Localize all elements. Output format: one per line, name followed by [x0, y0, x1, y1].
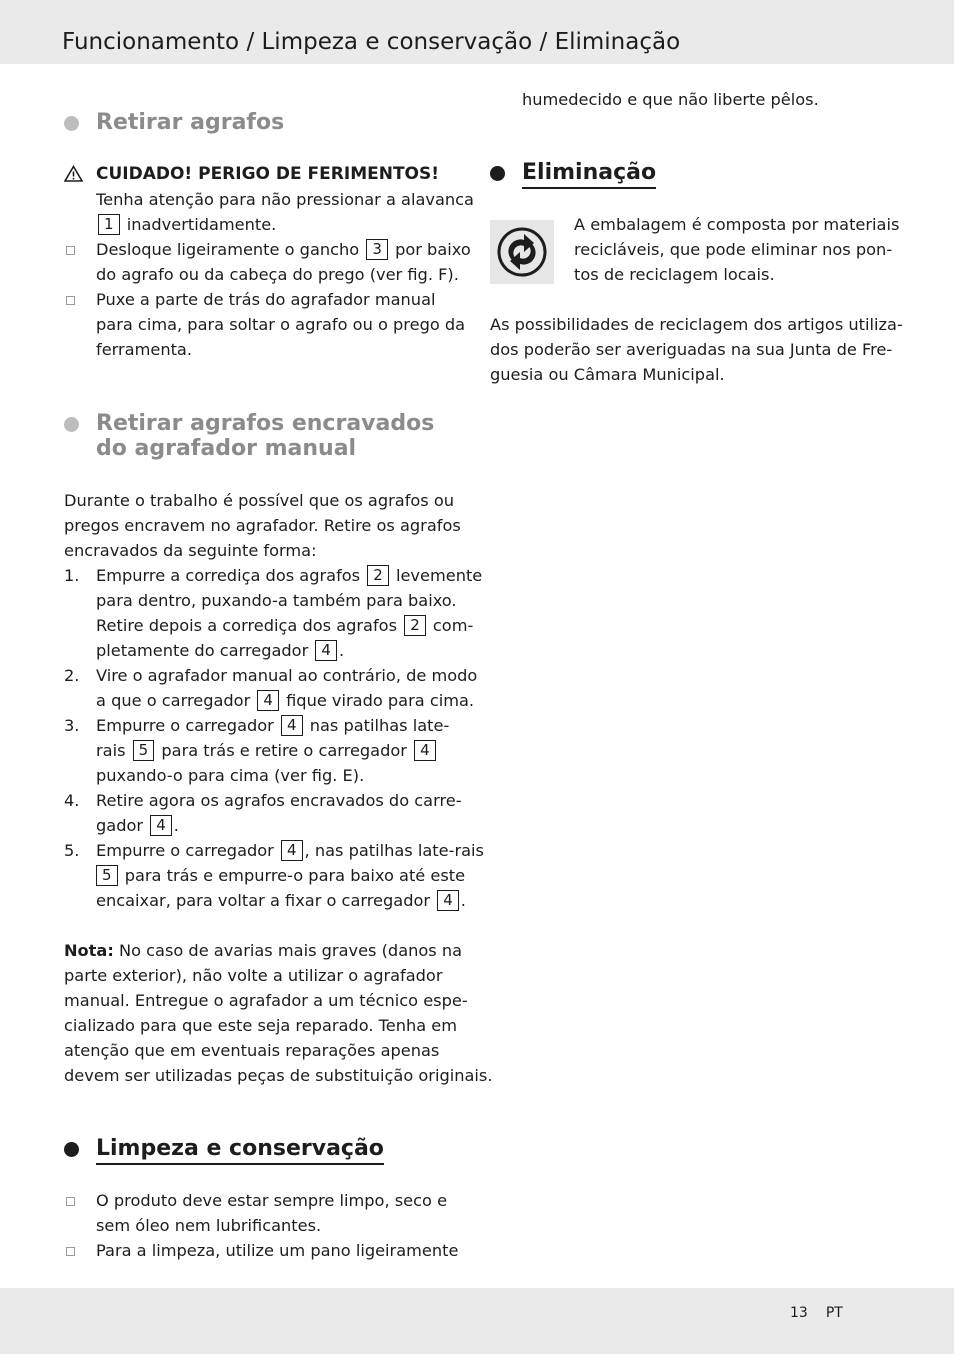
- section-heading-encravados: Retirar agrafos encravados: [96, 411, 435, 436]
- paragraph-line: As possibilidades de reciclagem dos artigos utiliza-: [490, 315, 903, 334]
- checkbox-bullet-icon: [66, 246, 75, 255]
- note-line: Nota: No caso de avarias mais graves (danos na: [64, 941, 463, 960]
- note-line: cializado para que este seja reparado. Tenha em: [64, 1016, 458, 1035]
- part-number-box: 5: [133, 740, 155, 761]
- list-item: ferramenta.: [96, 340, 193, 359]
- section-bullet: [490, 166, 505, 181]
- step-text: Vire o agrafador manual ao contrário, de modo: [96, 666, 478, 685]
- step-text: Empurre a corrediça dos agrafos 2 levemente: [96, 566, 483, 585]
- step-text: gador 4 .: [96, 816, 179, 835]
- warning-text: Tenha atenção para não pressionar a alavanca: [96, 190, 474, 209]
- step-number: 5.: [64, 841, 80, 860]
- list-item: Puxe a parte de trás do agrafador manual: [96, 290, 436, 309]
- paragraph-line: encravados da seguinte forma:: [64, 541, 317, 560]
- part-number-box: 1: [98, 214, 120, 235]
- page-footer: [0, 1288, 954, 1354]
- section-bullet: [64, 417, 79, 432]
- green-dot-recycling-icon: [490, 220, 554, 284]
- step-text: pletamente do carregador 4 .: [96, 641, 345, 660]
- paragraph-line: guesia ou Câmara Municipal.: [490, 365, 725, 384]
- part-number-box: 4: [281, 715, 303, 736]
- list-item-continuation: humedecido e que não liberte pêlos.: [522, 90, 819, 109]
- step-text: rais 5 para trás e retire o carregador 4: [96, 738, 438, 763]
- warning-title: CUIDADO! PERIGO DE FERIMENTOS!: [96, 164, 440, 184]
- part-number-box: 4: [281, 840, 303, 861]
- part-number-box: 5: [96, 865, 118, 886]
- step-number: 2.: [64, 666, 80, 685]
- recycling-symbol-background: [490, 220, 554, 284]
- paragraph-line: pregos encravem no agrafador. Retire os agrafos: [64, 516, 461, 535]
- note-line: manual. Entregue o agrafador a um técnico espe-: [64, 991, 468, 1010]
- section-heading-retirar-agrafos: Retirar agrafos: [96, 110, 285, 135]
- section-heading-encravados: do agrafador manual: [96, 436, 357, 461]
- step-number: 4.: [64, 791, 80, 810]
- paragraph-line: tos de reciclagem locais.: [574, 265, 775, 284]
- section-heading-limpeza: Limpeza e conservação: [96, 1136, 384, 1165]
- step-text: Retire depois a corrediça dos agrafos 2 com-: [96, 616, 474, 635]
- checkbox-bullet-icon: [66, 1197, 75, 1206]
- section-bullet: [64, 1142, 79, 1157]
- list-item: do agrafo ou da cabeça do prego (ver fig. F).: [96, 265, 459, 284]
- part-number-box: 4: [257, 690, 279, 711]
- list-item: O produto deve estar sempre limpo, seco e: [96, 1191, 448, 1210]
- list-item: para cima, para soltar o agrafo ou o prego da: [96, 315, 466, 334]
- paragraph-line: recicláveis, que pode eliminar nos pon-: [574, 240, 893, 259]
- list-item: Desloque ligeiramente o gancho 3 por baixo: [96, 240, 471, 259]
- list-item: sem óleo nem lubrificantes.: [96, 1216, 322, 1235]
- step-text: 5 para trás e empurre-o para baixo até este: [96, 863, 465, 888]
- step-text: encaixar, para voltar a fixar o carregador 4 .: [96, 891, 466, 910]
- note-line: devem ser utilizadas peças de substituição originais.: [64, 1066, 493, 1085]
- page-number: 13 PT: [790, 1305, 843, 1321]
- step-text: puxando-o para cima (ver fig. E).: [96, 766, 365, 785]
- part-number-box: 4: [414, 740, 436, 761]
- warning-icon: [64, 165, 83, 182]
- step-text: para dentro, puxando-a também para baixo.: [96, 591, 457, 610]
- part-number-box: 2: [367, 565, 389, 586]
- part-number-box: 3: [366, 239, 388, 260]
- step-number: 1.: [64, 566, 80, 585]
- warning-text: 1 inadvertidamente.: [96, 212, 276, 237]
- checkbox-bullet-icon: [66, 1247, 75, 1256]
- checkbox-bullet-icon: [66, 296, 75, 305]
- part-number-box: 4: [437, 890, 459, 911]
- paragraph-line: Durante o trabalho é possível que os agrafos ou: [64, 491, 455, 510]
- list-item: Para a limpeza, utilize um pano ligeiramente: [96, 1241, 459, 1260]
- step-text: Retire agora os agrafos encravados do carre-: [96, 791, 462, 810]
- step-text: a que o carregador 4 fique virado para cima.: [96, 691, 475, 710]
- part-number-box: 2: [404, 615, 426, 636]
- section-heading-eliminacao: Eliminação: [522, 160, 656, 189]
- paragraph-line: A embalagem é composta por materiais: [574, 215, 900, 234]
- step-number: 3.: [64, 716, 80, 735]
- section-bullet: [64, 116, 79, 131]
- part-number-box: 4: [150, 815, 172, 836]
- language-code: PT: [825, 1305, 843, 1321]
- note-line: parte exterior), não volte a utilizar o agrafador: [64, 966, 443, 985]
- page-title: Funcionamento / Limpeza e conservação / Eliminação: [62, 29, 681, 55]
- part-number-box: 4: [315, 640, 337, 661]
- note-label: Nota:: [64, 941, 114, 960]
- step-text: Empurre o carregador 4 , nas patilhas late-rais: [96, 841, 484, 860]
- paragraph-line: dos poderão ser averiguadas na sua Junta de Fre-: [490, 340, 893, 359]
- note-line: atenção que em eventuais reparações apenas: [64, 1041, 440, 1060]
- step-text: Empurre o carregador 4 nas patilhas late-: [96, 716, 450, 735]
